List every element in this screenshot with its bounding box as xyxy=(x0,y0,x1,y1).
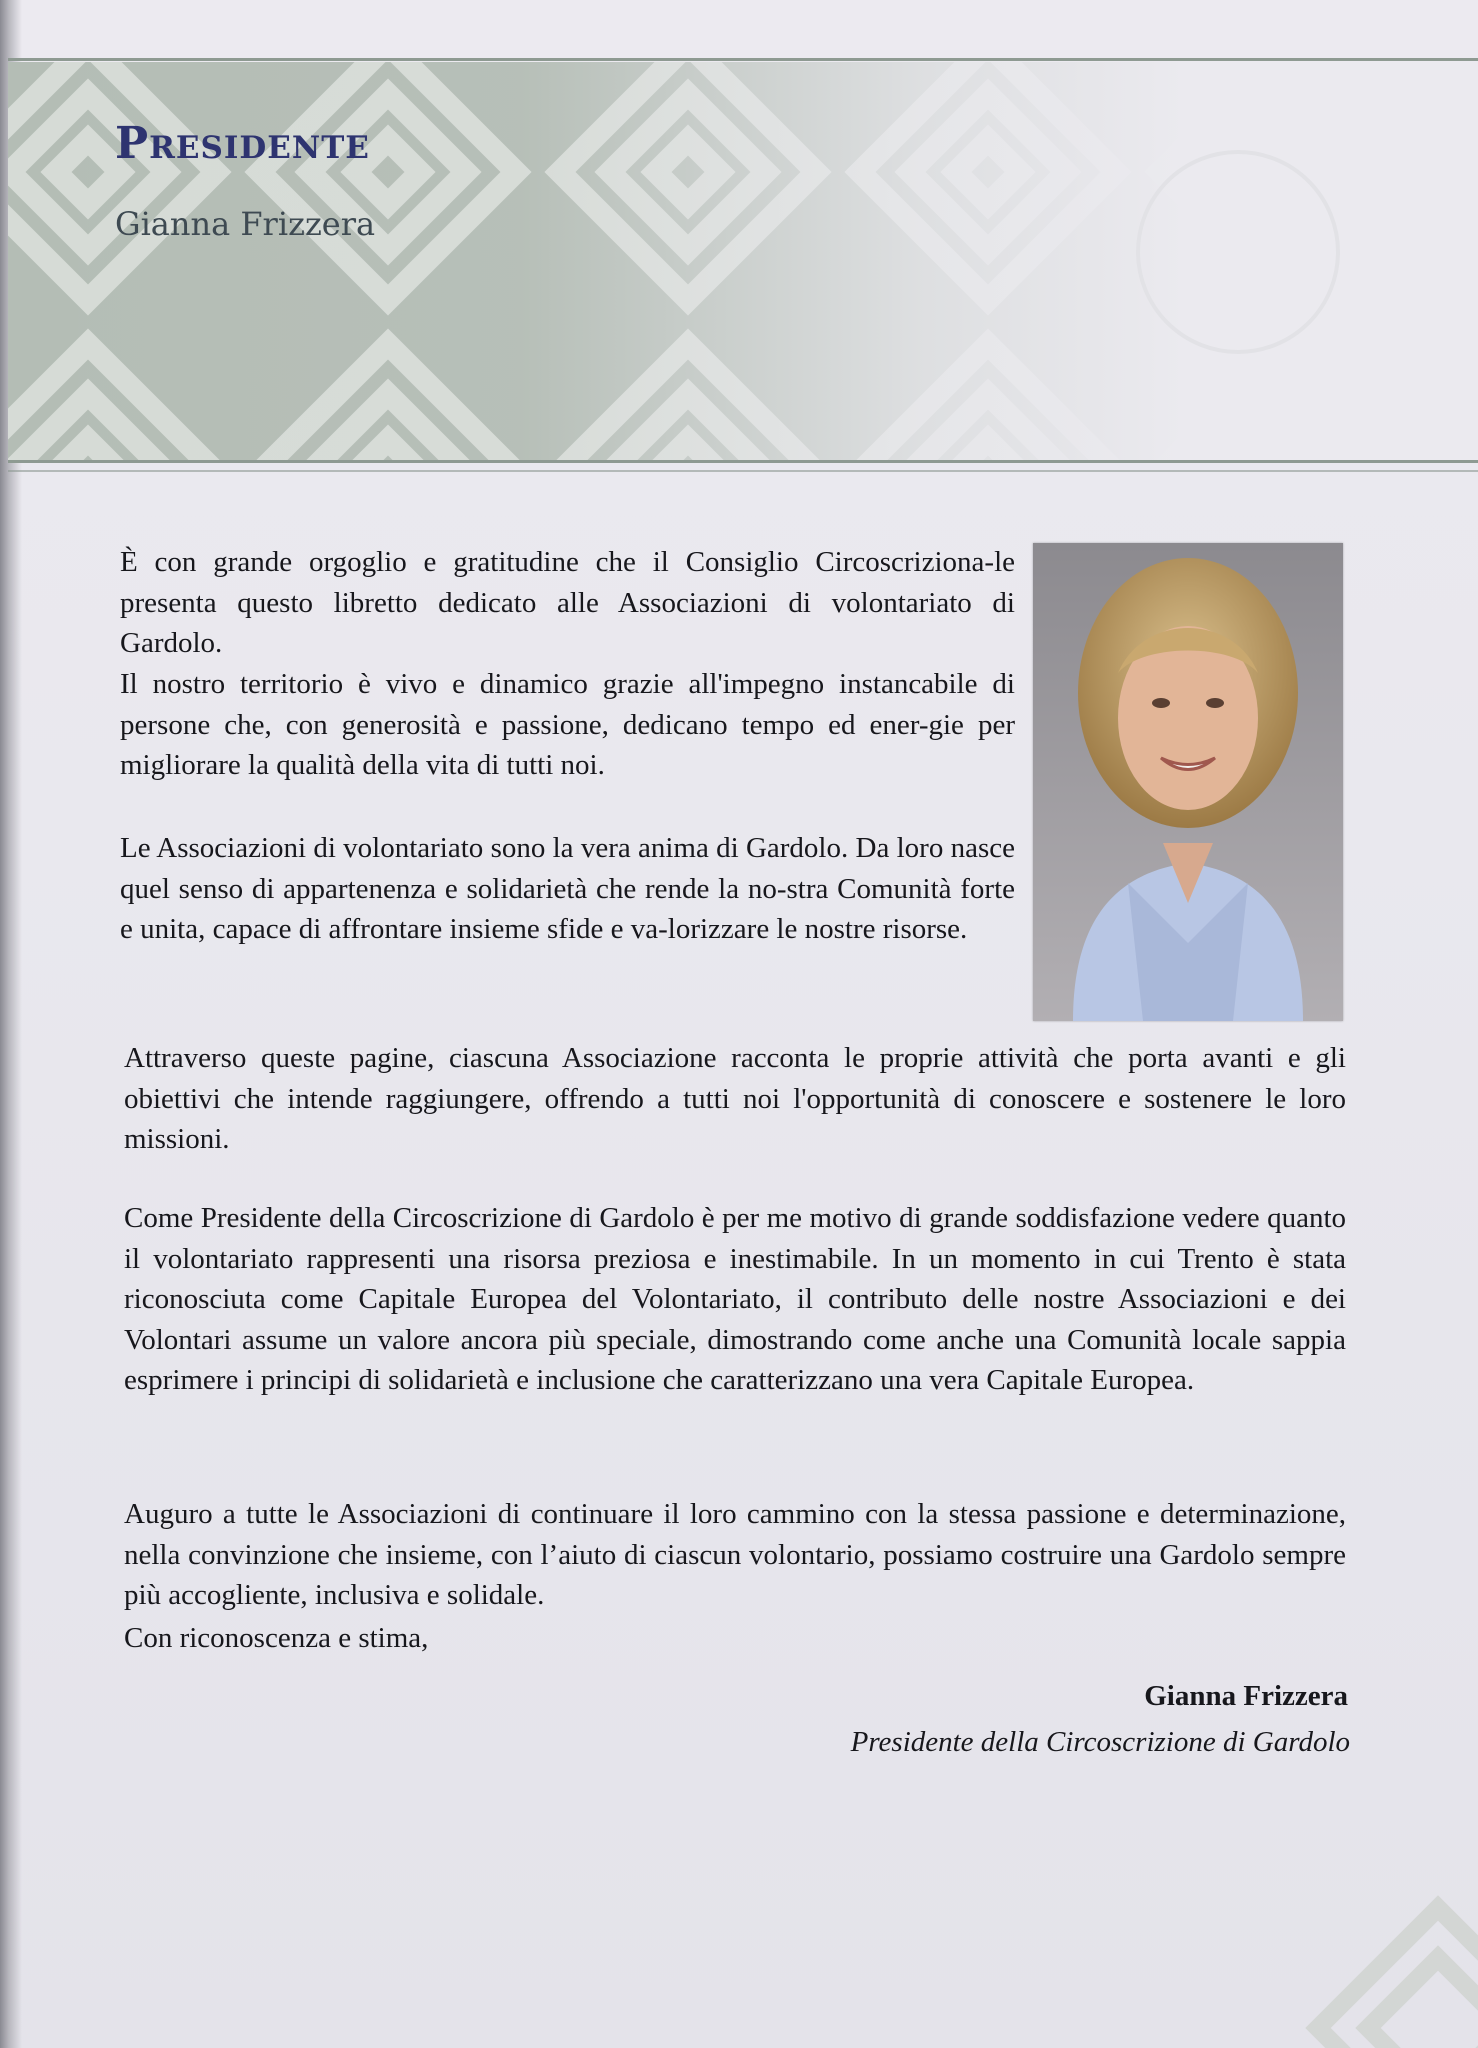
page-title: Presidente xyxy=(115,118,370,169)
signature-name: Gianna Frizzera xyxy=(1144,1680,1348,1712)
portrait-icon xyxy=(1033,543,1343,1021)
paragraph-closing: Con riconoscenza e stima, xyxy=(124,1622,429,1654)
paragraph-territory: Il nostro territorio è vivo e dinamico grazie all'impegno instancabile di persone che, con generosità e passione, dedicano tempo ed ener-gie per migliorare la qualità della vita di tutti noi. xyxy=(120,668,1015,781)
paragraph-capital: Come Presidente della Circoscrizione di Gardolo è per me motivo di grande soddisfazione vedere quanto il volontariato rappresenti una risorsa preziosa e inestimabile. In un momento in cui Trento è stata riconosciuta come Capitale Europea del Volontariato, il contributo delle nostre Associazioni e dei Volontari assume un valore ancora più speciale, dimostrando come anche una Comunità locale sappia esprimere i principi di solidarietà e inclusione che caratterizzano una vera Capitale Europea. xyxy=(124,1202,1346,1396)
paragraph-intro: È con grande orgoglio e gratitudine che il Consiglio Circoscriziona-le presenta questo libretto dedicato alle Associazioni di volontariato di Gardolo. xyxy=(120,546,1015,659)
paragraph-pages: Attraverso queste pagine, ciascuna Associazione racconta le proprie attività che porta avanti e gli obiettivi che intende raggiungere, offrendo a tutti noi l'opportunità di conoscere e sostenere le loro missioni. xyxy=(124,1042,1346,1155)
portrait-photo xyxy=(1033,543,1343,1021)
paragraph-wishes: Auguro a tutte le Associazioni di continuare il loro cammino con la stessa passione e determinazione, nella convinzione che insieme, con l’aiuto di ciascun volontario, possiamo costruire una Gardolo sempre più accogliente, inclusiva e solidale. xyxy=(124,1498,1346,1611)
paragraph-associations: Le Associazioni di volontariato sono la vera anima di Gardolo. Da loro nasce quel senso di appartenenza e solidarietà che rende la no-stra Comunità forte e unita, capace di affrontare insieme sfide e va-lorizzare le nostre risorse. xyxy=(120,832,1015,945)
header-bottom-rule-2 xyxy=(8,470,1478,472)
page-subtitle: Gianna Frizzera xyxy=(115,205,376,243)
top-rule xyxy=(8,58,1478,61)
corner-diamond-icon xyxy=(1288,1878,1478,2048)
signature-role: Presidente della Circoscrizione di Gardolo xyxy=(850,1726,1350,1758)
header-bottom-rule xyxy=(8,460,1478,463)
